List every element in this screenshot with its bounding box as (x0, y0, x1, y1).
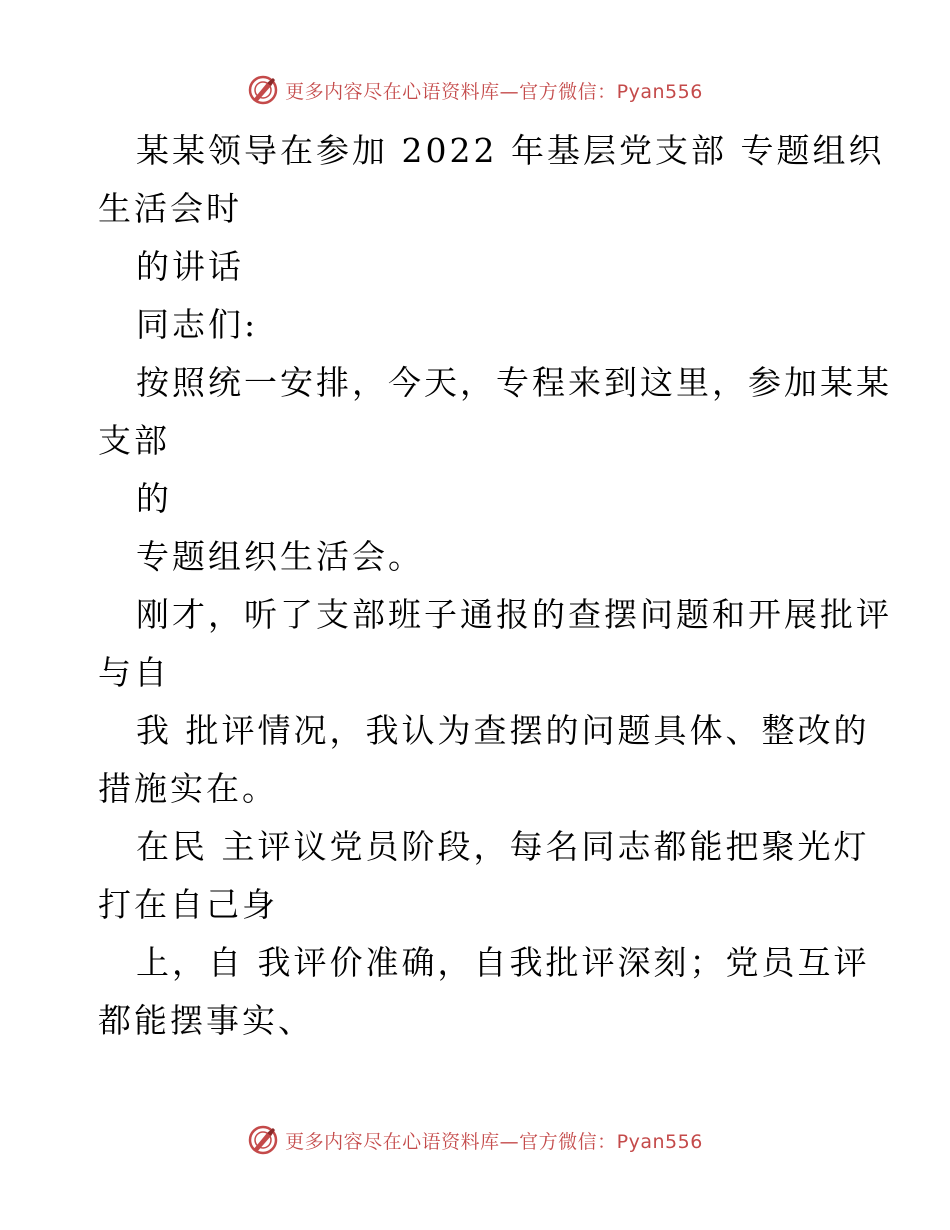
document-body (98, 122, 892, 1050)
banner-text: 更多内容尽在心语资料库—官方微信：Pyan556 (285, 1130, 703, 1153)
title-line-3: 的讲话 (136, 247, 244, 286)
red-pen-nib-circle-icon (247, 1124, 279, 1156)
paragraph-line: 的 (136, 479, 172, 518)
paragraph-line: 按照统一安排，今天，专程来到这里，参加某某 (136, 363, 892, 402)
paragraph-line: 刚才，听了支部班子通报的查摆问题和开展批评 (136, 595, 892, 634)
paragraph-line: 专题组织生活会。 (136, 537, 424, 576)
title-line-2: 生活会时 (98, 189, 242, 228)
banner-text: 更多内容尽在心语资料库—官方微信：Pyan556 (285, 80, 703, 103)
paragraph-line: 措施实在。 (98, 769, 278, 808)
paragraph-line: 我 批评情况，我认为查摆的问题具体、整改的 (136, 711, 870, 750)
red-pen-nib-circle-icon (247, 74, 279, 106)
paragraph-line: 在民 主评议党员阶段，每名同志都能把聚光灯 (136, 827, 870, 866)
paragraph-line: 支部 (98, 421, 170, 460)
header-banner (0, 70, 950, 110)
title-line-1: 某某领导在参加 2022 年基层党支部 专题组织 (136, 131, 885, 170)
footer-banner (0, 1120, 950, 1160)
paragraph-line: 都能摆事实、 (98, 1001, 314, 1040)
paragraph-line: 与自 (98, 653, 170, 692)
salutation: 同志们: (136, 305, 259, 344)
paragraph-line: 打在自己身 (98, 885, 278, 924)
paragraph-line: 上，自 我评价准确，自我批评深刻；党员互评 (136, 943, 870, 982)
